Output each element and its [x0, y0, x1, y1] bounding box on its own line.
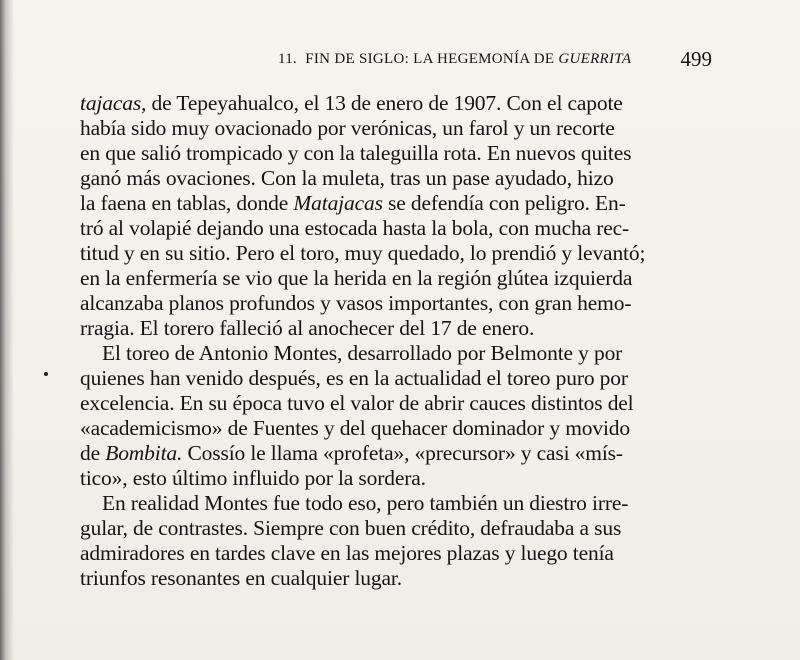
text-line: tró al volapié dejando una estocada hasta la bola, con mucha rec- [80, 216, 630, 240]
text-line: en la enfermería se vio que la herida en la región glútea izquierda [80, 266, 633, 290]
text-line: la faena en tablas, donde Matajacas se defendía con peligro. En- [80, 191, 626, 215]
text-line: titud y en su sitio. Pero el toro, muy quedado, lo prendió y levantó; [80, 241, 646, 265]
text-line: quienes han venido después, es en la actualidad el toreo puro por [80, 366, 628, 390]
text-line: «academicismo» de Fuentes y del quehacer dominador y movido [80, 416, 630, 440]
text-line: rragia. El torero falleció al anochecer del 17 de enero. [80, 316, 535, 340]
text-line: alcanzaba planos profundos y vasos importantes, con gran hemo- [80, 291, 632, 315]
text-line: admiradores en tardes clave en las mejores plazas y luego tenía [80, 541, 614, 565]
text-line: de Bombita. Cossío le llama «profeta», «precursor» y casi «mís- [80, 441, 623, 465]
running-head [278, 47, 718, 75]
chapter-number: 11. [278, 51, 298, 67]
scan-speck [44, 372, 48, 376]
running-title [278, 51, 631, 68]
page-number: 499 [680, 47, 712, 71]
paragraph-start-line: En realidad Montes fue todo eso, pero también un diestro irre- [102, 491, 629, 515]
text-line: tajacas, de Tepeyahualco, el 13 de enero de 1907. Con el capote [80, 91, 623, 115]
text-line: triunfos resonantes en cualquier lugar. [80, 566, 402, 590]
text-line: ganó más ovaciones. Con la muleta, tras un pase ayudado, hizo [80, 166, 614, 190]
text-line: excelencia. En su época tuvo el valor de abrir cauces distintos del [80, 391, 634, 415]
text-line: tico», esto último influido por la sordera. [80, 466, 426, 490]
chapter-title: FIN DE SIGLO: LA HEGEMONÍA DE [305, 51, 559, 67]
body-text [80, 91, 720, 591]
paragraph-start-line: El toreo de Antonio Montes, desarrollado por Belmonte y por [102, 341, 623, 365]
chapter-title-italic: GUERRITA [558, 51, 632, 67]
text-line: había sido muy ovacionado por verónicas, un farol y un recorte [80, 116, 615, 140]
text-line: gular, de contrastes. Siempre con buen crédito, defraudaba a sus [80, 516, 622, 540]
text-line: en que salió trompicado y con la taleguilla rota. En nuevos quites [80, 141, 632, 165]
